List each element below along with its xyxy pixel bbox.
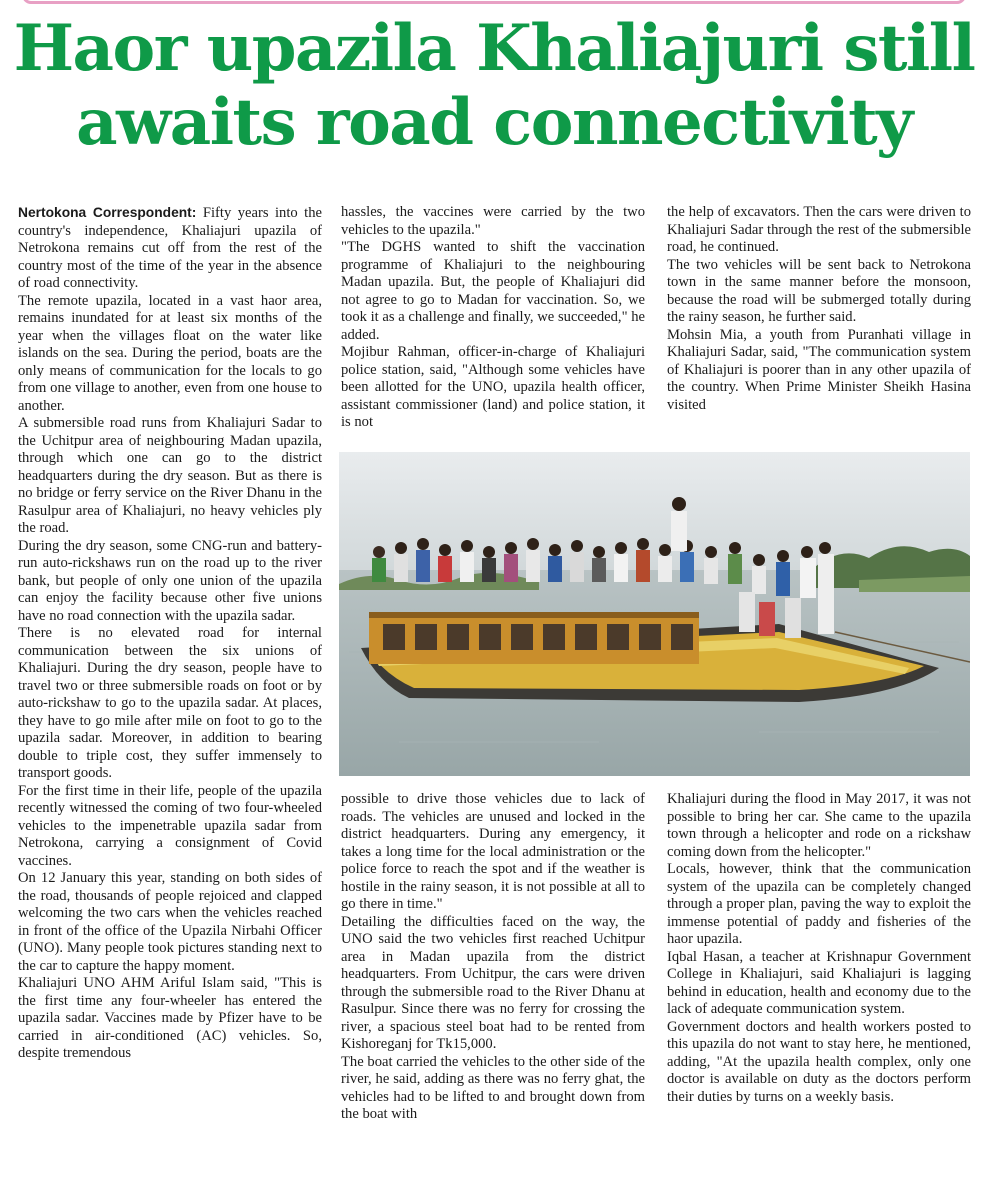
headline-line-1: Haor upazila Khaliajuri still <box>13 11 975 86</box>
paragraph: During the dry season, some CNG-run and battery-run auto-rickshaws run on the road up to the river bank, but people of only one union of the upazila can enjoy the facility because other five unions have no road connection with the upazila sadar. <box>18 537 322 624</box>
paragraph: Mojibur Rahman, officer-in-charge of Khaliajuri police station, said, "Although some vehicles have been allotted for the UNO, upazila health officer, assistant commissioner (land) and police station, it is not <box>341 344 645 430</box>
paragraph: The boat carried the vehicles to the other side of the river, he said, adding as there was no ferry ghat, the vehicles had to be lifted to and brought down from the boat with <box>341 1053 645 1122</box>
paragraph: The two vehicles will be sent back to Netrokona town in the same manner before the monsoon, because the road will be submerged totally during the rainy season, he further said. <box>667 256 971 325</box>
top-decorative-band <box>22 0 966 4</box>
article-column-2-top <box>341 204 645 432</box>
paragraph: There is no elevated road for internal communication between the six unions of Khaliajuri. During the dry season, people have to travel two or three submersible roads on foot or by auto-rickshaw to go to the upazila sadar. At places, they have to go mile after mile on foot to go to the upazila sadar. Moreover, in addition to bearing double to triple cost, they suffer immensely to transport goods. <box>18 625 322 781</box>
paragraph: The remote upazila, located in a vast haor area, remains inundated for at least six months of the year when the villages float on the water like islands on the sea. During the period, boats are the only means of communication for the locals to go from one village to another, even from one house to another. <box>18 292 322 414</box>
paragraph: Khaliajuri UNO AHM Ariful Islam said, "This is the first time any four-wheeler has entered the upazila sadar. Vaccines made by Pfizer have to be carried in air-conditioned (AC) vehicles. So, despite tremendous <box>18 975 322 1061</box>
paragraph: Iqbal Hasan, a teacher at Krishnapur Government College in Khaliajuri, said Khaliajuri is lagging behind in education, health and economy due to the lack of adequate communication system. <box>667 948 971 1017</box>
article-column-3-bottom <box>667 791 971 1106</box>
headline-line-2: awaits road connectivity <box>76 85 912 160</box>
byline: Nertokona Correspondent: <box>18 205 197 220</box>
paragraph: Government doctors and health workers posted to this upazila do not want to stay here, he mentioned, adding, "At the upazila health complex, only one doctor is available on duty as the doctors perform their duties by turns on a weekly basis. <box>667 1018 971 1105</box>
article-column-1 <box>18 204 322 1063</box>
paragraph: Locals, however, think that the communication system of the upazila can be completely changed through a proper plan, paving the way to exploit the immense potential of paddy and fisheries of the haor upazila. <box>667 861 971 947</box>
paragraph: possible to drive those vehicles due to lack of roads. The vehicles are unused and locked in the district headquarters. During any emergency, it takes a long time for the local administration or the police force to reach the spot and if the weather is hostile in the rainy season, it is not possible at all to go there in time." <box>341 791 645 912</box>
article-column-3-top <box>667 204 971 414</box>
paragraph: On 12 January this year, standing on both sides of the road, thousands of people rejoiced and clapped welcoming the two cars when the vehicles reached in front of the office of the Upazila Nirbahi Officer (UNO). Many people took pictures standing next to the car to capture the happy moment. <box>18 870 322 974</box>
paragraph: Nertokona Correspondent: Fifty years into the country's independence, Khaliajuri upazila of Netrokona remains cut off from the rest of the country most of the time of the year in the absence of road connectivity. <box>18 205 322 291</box>
headline <box>0 12 988 160</box>
paragraph: the help of excavators. Then the cars were driven to Khaliajuri Sadar through the rest of the submersible road, he continued. <box>667 204 971 255</box>
paragraph: "The DGHS wanted to shift the vaccination programme of Khaliajuri to the neighbouring Madan upazila. But, the people of Khaliajuri did not agree to go to Madan for vaccination. So, we took it as a challenge and finally, we succeeded," he added. <box>341 239 645 343</box>
paragraph: A submersible road runs from Khaliajuri Sadar to the Uchitpur area of neighbouring Madan upazila, through which one can go to the district headquarters during the dry season. But as there is no bridge or ferry service on the River Dhanu in the Rasulpur area of Khaliajuri, no heavy vehicles ply the road. <box>18 415 322 536</box>
article-column-2-bottom <box>341 791 645 1124</box>
paragraph: For the first time in their life, people of the upazila recently witnessed the coming of two four-wheeled vehicles to the impenetrable upazila sadar from Netrokona, carrying a consignment of Covid vaccines. <box>18 782 322 869</box>
paragraph: Khaliajuri during the flood in May 2017, it was not possible to bring her car. She came to the upazila town through a helicopter and rode on a rickshaw coming down from the helicopter." <box>667 791 971 860</box>
paragraph: hassles, the vaccines were carried by the two vehicles to the upazila." <box>341 204 645 238</box>
paragraph: Mohsin Mia, a youth from Puranhati village in Khaliajuri Sadar, said, "The communication system of Khaliajuri is poorer than in any other upazila of the country. When Prime Minister Sheikh Hasina visited <box>667 326 971 413</box>
news-photo-crowded-boat <box>339 452 970 776</box>
boat-photo-illustration <box>339 452 970 776</box>
paragraph: Detailing the difficulties faced on the way, the UNO said the two vehicles first reached Uchitpur area in Madan upazila from the district headquarters. From Uchitpur, the cars were driven through the submersible road to the River Dhanu at Rasulpur. Since there was no ferry for crossing the river, a spacious steel boat had to be rented from Kishoreganj for Tk15,000. <box>341 913 645 1052</box>
